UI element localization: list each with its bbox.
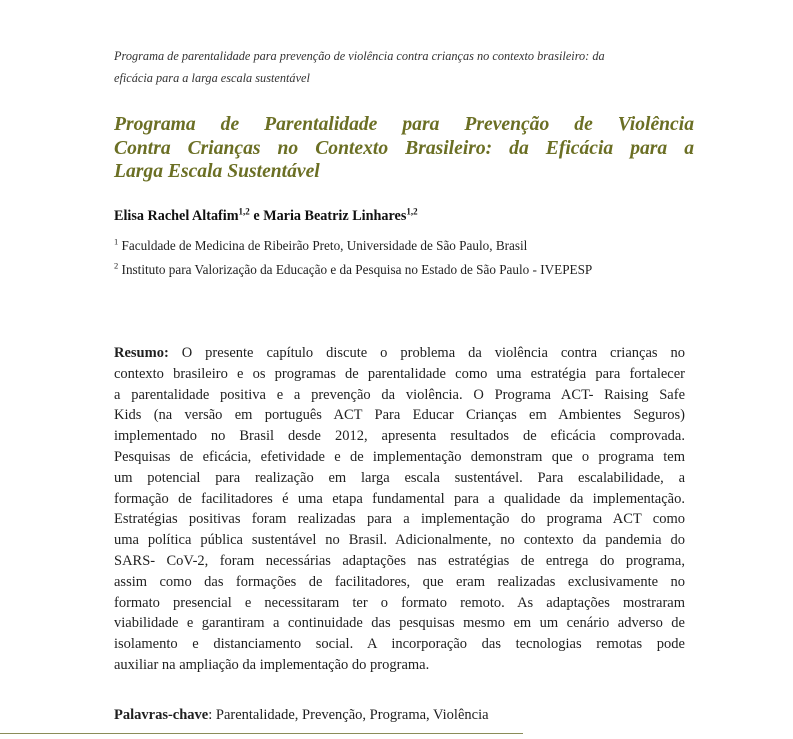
chapter-title-line-3: Larga Escala Sustentável xyxy=(114,161,320,182)
running-header-line-1: Programa de parentalidade para prevenção de violência contra crianças no contexto brasileiro: da xyxy=(114,49,605,63)
abstract-line: implementado no Brasil desde 2012, apresenta resultados de eficácia comprovada. xyxy=(114,428,685,445)
author-2-affiliation-marks: 1,2 xyxy=(406,206,418,217)
author-1-affiliation-marks: 1,2 xyxy=(238,206,250,217)
keywords-label: Palavras-chave xyxy=(114,707,209,723)
affiliation-2-number: 2 xyxy=(114,260,119,271)
abstract-line: formato presencial e necessitaram ter o formato remoto. As adaptações mostraram xyxy=(114,594,685,611)
footer-divider xyxy=(0,733,523,734)
abstract-line: Kids (na versão em português ACT Para Educar Crianças em Ambientes Seguros) xyxy=(114,407,685,424)
chapter-title-line-1: Programa de Parentalidade para Prevenção de Violência xyxy=(114,114,694,135)
running-header-line-2: eficácia para a larga escala sustentável xyxy=(114,71,310,85)
running-header xyxy=(114,45,694,89)
abstract xyxy=(114,343,685,676)
abstract-line: a parentalidade positiva e a prevenção da violência. O Programa ACT- Raising Safe xyxy=(114,386,685,403)
abstract-line: contexto brasileiro e os programas de parentalidade como uma estratégia para fortalecer xyxy=(114,365,685,382)
abstract-label: Resumo: xyxy=(114,345,169,361)
affiliation-2 xyxy=(114,262,592,278)
abstract-line: Estratégias positivas foram realizadas para a implementação do programa ACT como xyxy=(114,511,685,528)
abstract-line: Resumo: O presente capítulo discute o problema da violência contra crianças no xyxy=(114,345,685,361)
author-2-name: Maria Beatriz Linhares xyxy=(263,208,407,224)
abstract-line: um potencial para realização em larga escala sustentável. Para escalabilidade, a xyxy=(114,469,685,486)
abstract-line: isolamento e distanciamento social. A incorporação das tecnologias remotas pode xyxy=(114,636,685,653)
authors-conjunction: e xyxy=(249,208,264,224)
abstract-line: Pesquisas de eficácia, efetividade e de implementação demonstram que o programa tem xyxy=(114,448,685,465)
chapter-title-line-2: Contra Crianças no Contexto Brasileiro: da Eficácia para a xyxy=(114,137,694,159)
abstract-line: uma política pública sustentável no Brasil. Adicionalmente, no contexto da pandemia do xyxy=(114,532,685,549)
affiliation-1 xyxy=(114,238,527,254)
abstract-line: assim como das formações de facilitadores, que eram realizadas exclusivamente no xyxy=(114,573,685,590)
abstract-line: SARS- CoV-2, foram necessárias adaptações nas estratégias de entrega do programa, xyxy=(114,552,685,569)
abstract-line: viabilidade e garantiram a continuidade das pesquisas mesmo em um cenário adverso de xyxy=(114,615,685,632)
author-1-name: Elisa Rachel Altafim xyxy=(114,208,239,224)
chapter-title xyxy=(114,113,694,184)
abstract-line: auxiliar na ampliação da implementação do programa. xyxy=(114,656,430,673)
authors xyxy=(114,208,418,225)
affiliation-1-number: 1 xyxy=(114,236,119,247)
keywords-text: : Parentalidade, Prevenção, Programa, Violência xyxy=(208,707,489,723)
abstract-line: formação de facilitadores é uma etapa fundamental para a qualidade da implementação. xyxy=(114,490,685,507)
affiliation-2-text: Instituto para Valorização da Educação e da Pesquisa no Estado de São Paulo - IVEPESP xyxy=(118,262,593,277)
affiliation-1-text: Faculdade de Medicina de Ribeirão Preto, Universidade de São Paulo, Brasil xyxy=(118,238,528,253)
keywords xyxy=(114,707,489,724)
